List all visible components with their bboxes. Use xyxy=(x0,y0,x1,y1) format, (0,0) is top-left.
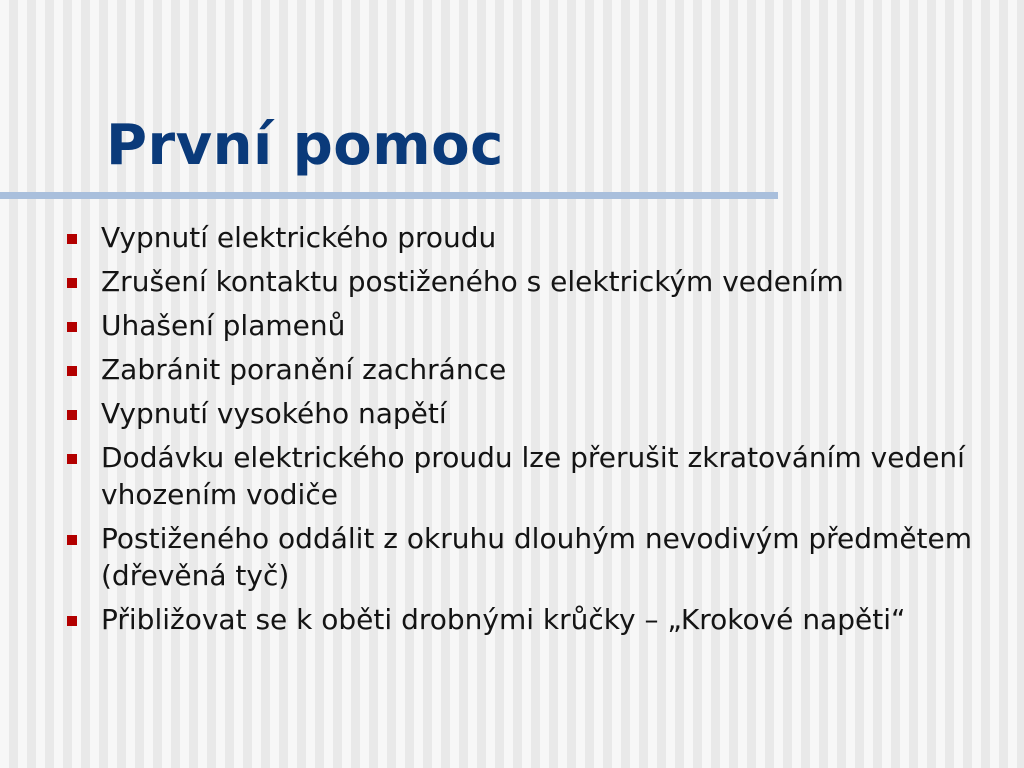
bullet-text: Dodávku elektrického proudu lze přerušit zkratováním vedení vhozením vodiče xyxy=(101,441,965,511)
bullet-text: Vypnutí elektrického proudu xyxy=(101,221,497,254)
square-bullet-icon xyxy=(67,234,77,244)
bullet-item xyxy=(64,219,984,256)
bullet-text: Zabránit poranění zachránce xyxy=(101,353,507,386)
bullet-text: Přibližovat se k oběti drobnými krůčky – „Krokové napěti“ xyxy=(101,603,906,636)
bullet-item xyxy=(64,351,984,388)
square-bullet-icon xyxy=(67,322,77,332)
bullet-item xyxy=(64,601,984,638)
bullet-item xyxy=(64,307,984,344)
square-bullet-icon xyxy=(67,366,77,376)
bullet-text: Vypnutí vysokého napětí xyxy=(101,397,447,430)
square-bullet-icon xyxy=(67,454,77,464)
bullet-text: Postiženého oddálit z okruhu dlouhým nevodivým předmětem (dřevěná tyč) xyxy=(101,522,973,592)
square-bullet-icon xyxy=(67,278,77,288)
bullet-list xyxy=(64,219,984,645)
bullet-item xyxy=(64,263,984,300)
slide-title: První pomoc xyxy=(106,113,504,178)
bullet-text: Zrušení kontaktu postiženého s elektrickým vedením xyxy=(101,265,844,298)
bullet-item xyxy=(64,439,984,513)
square-bullet-icon xyxy=(67,535,77,545)
bullet-item xyxy=(64,520,984,594)
title-underline xyxy=(0,192,778,199)
square-bullet-icon xyxy=(67,410,77,420)
square-bullet-icon xyxy=(67,616,77,626)
bullet-text: Uhašení plamenů xyxy=(101,309,346,342)
bullet-item xyxy=(64,395,984,432)
